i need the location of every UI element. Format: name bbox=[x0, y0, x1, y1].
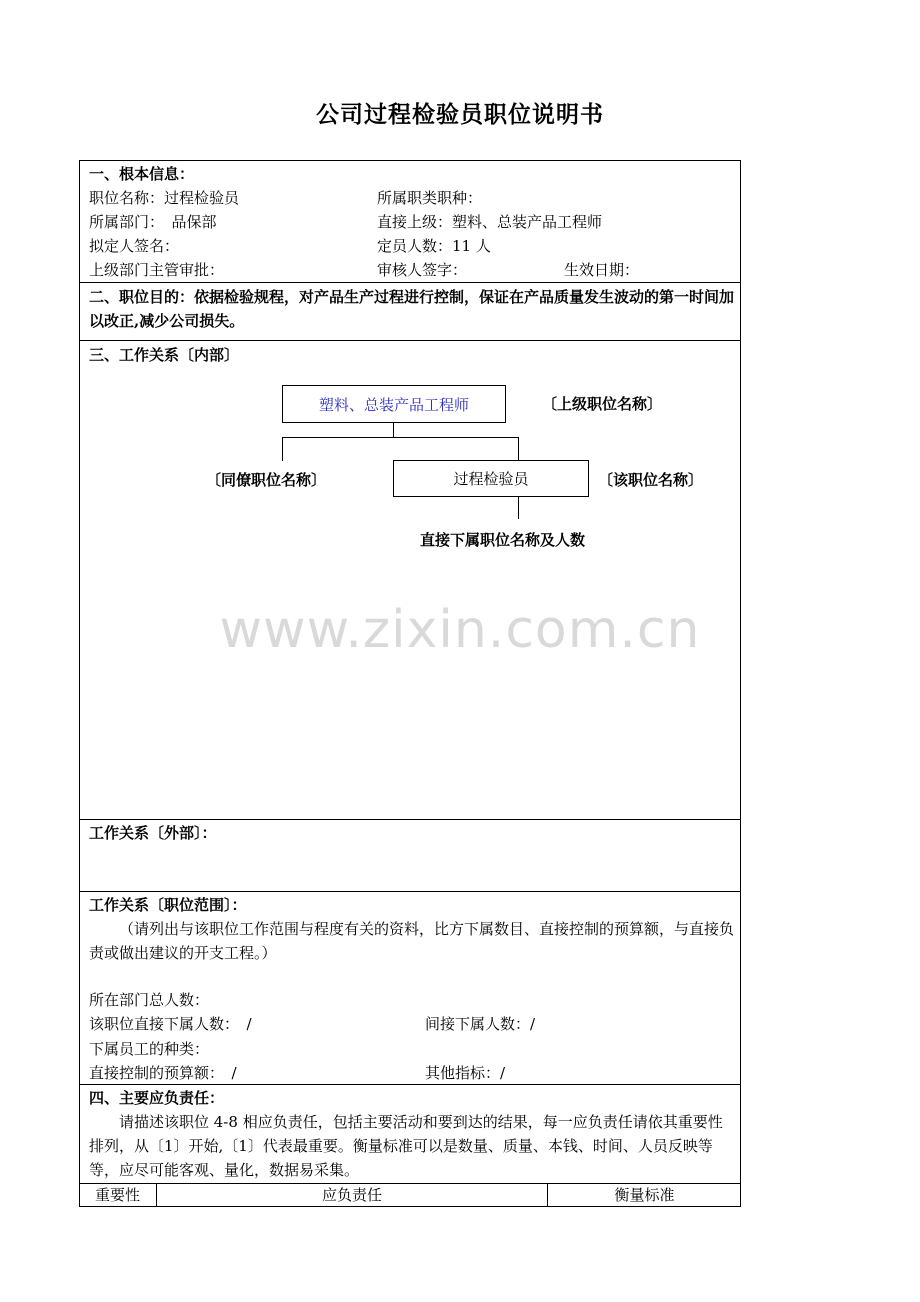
row-divider bbox=[79, 1084, 741, 1085]
effective-date: 生效日期： bbox=[564, 261, 640, 279]
col-header-standard: 衡量标准 bbox=[614, 1186, 675, 1204]
department: 所属部门： 品保部 bbox=[89, 213, 217, 231]
org-connector bbox=[518, 497, 519, 519]
superior-caption: 〔上级职位名称〕 bbox=[542, 395, 663, 413]
row-divider bbox=[79, 819, 741, 820]
reviewer-signature: 审核人签字： bbox=[377, 261, 468, 279]
headcount: 定员人数：11 人 bbox=[377, 237, 491, 255]
org-connector bbox=[282, 437, 519, 438]
org-connector bbox=[282, 437, 283, 461]
indirect-subordinates: 间接下属人数：/ bbox=[425, 1015, 536, 1033]
subordinate-caption: 直接下属职位名称及人数 bbox=[420, 531, 586, 549]
org-connector bbox=[393, 423, 394, 437]
budget: 直接控制的预算额： / bbox=[89, 1064, 237, 1082]
drafter-signature: 拟定人签名： bbox=[89, 237, 180, 255]
job-name: 职位名称：过程检验员 bbox=[89, 189, 240, 207]
position-caption: 〔该职位名称〕 bbox=[598, 471, 704, 489]
other-indicators: 其他指标：/ bbox=[425, 1064, 506, 1082]
row-divider bbox=[79, 340, 741, 341]
org-connector bbox=[518, 437, 519, 460]
position-box: 过程检验员 bbox=[393, 460, 589, 497]
section4-instruction: 请描述该职位 4-8 相应负责任，包括主要活动和要到达的结果，每一应负责任请依其重要性排列，从〔1〕开始,〔1〕代表最重要。衡量标准可以是数量、质量、本钱、时间、人员反映等等，应尽可能客观、量化，数据易采集。 bbox=[89, 1113, 723, 1179]
row-divider bbox=[79, 891, 741, 892]
section4-heading: 四、主要应负责任： bbox=[89, 1089, 225, 1107]
superior-approval: 上级部门主管审批： bbox=[89, 261, 225, 279]
direct-subordinates: 该职位直接下属人数： / bbox=[89, 1015, 252, 1033]
external-relations-heading: 工作关系〔外部〕： bbox=[89, 824, 217, 842]
section1-heading: 一、根本信息： bbox=[89, 165, 195, 183]
peer-caption: 〔同僚职位名称〕 bbox=[206, 471, 327, 489]
superior-position-box: 塑料、总装产品工程师 bbox=[282, 385, 506, 423]
col-header-responsibility: 应负责任 bbox=[321, 1186, 382, 1204]
scope-instruction: （请列出与该职位工作范围与程度有关的资料，比方下属数目、直接控制的预算额，与直接负责或做出建议的开支工程。） bbox=[89, 920, 735, 962]
direct-superior: 直接上级：塑料、总装产品工程师 bbox=[377, 213, 603, 231]
job-purpose: 二、职位目的：依据检验规程，对产品生产过程进行控制，保证在产品质量发生波动的第一时间加以改正,减少公司损失。 bbox=[89, 288, 735, 330]
document-title: 公司过程检验员职位说明书 bbox=[316, 101, 604, 128]
scope-heading: 工作关系〔职位范围〕： bbox=[89, 896, 247, 914]
watermark: www.zixin.com.cn bbox=[219, 600, 701, 660]
subordinate-types: 下属员工的种类： bbox=[89, 1040, 210, 1058]
col-header-importance: 重要性 bbox=[94, 1186, 140, 1204]
job-class: 所属职类职种： bbox=[377, 189, 483, 207]
section3-heading: 三、工作关系〔内部〕 bbox=[89, 346, 240, 364]
dept-total: 所在部门总人数： bbox=[89, 991, 210, 1009]
row-divider bbox=[79, 282, 741, 283]
